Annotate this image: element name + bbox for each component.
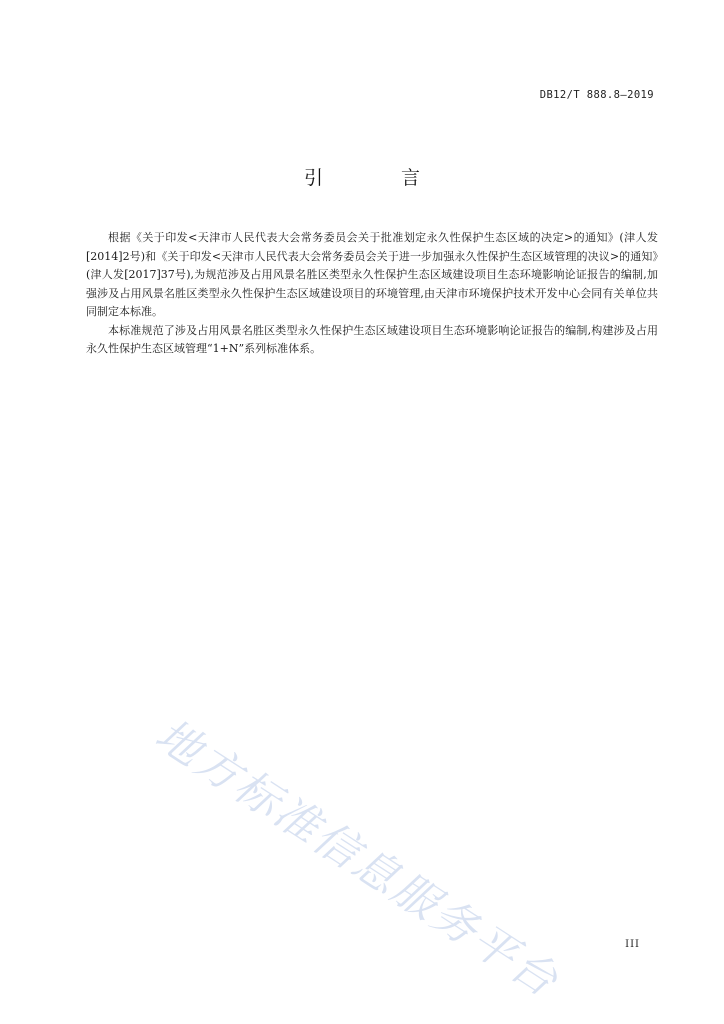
standard-code: DB12/T 888.8—2019 [539,89,654,101]
page-title: 引 言 [303,167,457,189]
paragraph: 本标准规范了涉及占用风景名胜区类型永久性保护生态区域建设项目生态环境影响论证报告的编制,构建涉及占用永久性保护生态区域管理“1+N”系列标准体系。 [86,323,658,355]
page-number: III [625,939,640,950]
watermark: 地方标准信息服务平台 [146,709,569,1008]
paragraph: 根据《关于印发<天津市人民代表大会常务委员会关于批准划定永久性保护生态区域的决定>的通知》(津人发[2014]2号)和《关于印发<天津市人民代表大会常务委员会关于进一步加强永久性保护生态区域管理的决议>的通知》(津人发[2017]37号),为规范涉及占用风景名胜区类型永久性保护生态区域建设项目生态环境影响论证报告的编制,加强涉及占用风景名胜区类型永久性保护生态区域建设项目的环境管理,由天津市环境保护技术开发中心会同有关单位共同制定本标准。 [86,231,658,318]
introduction-body [86,229,658,359]
